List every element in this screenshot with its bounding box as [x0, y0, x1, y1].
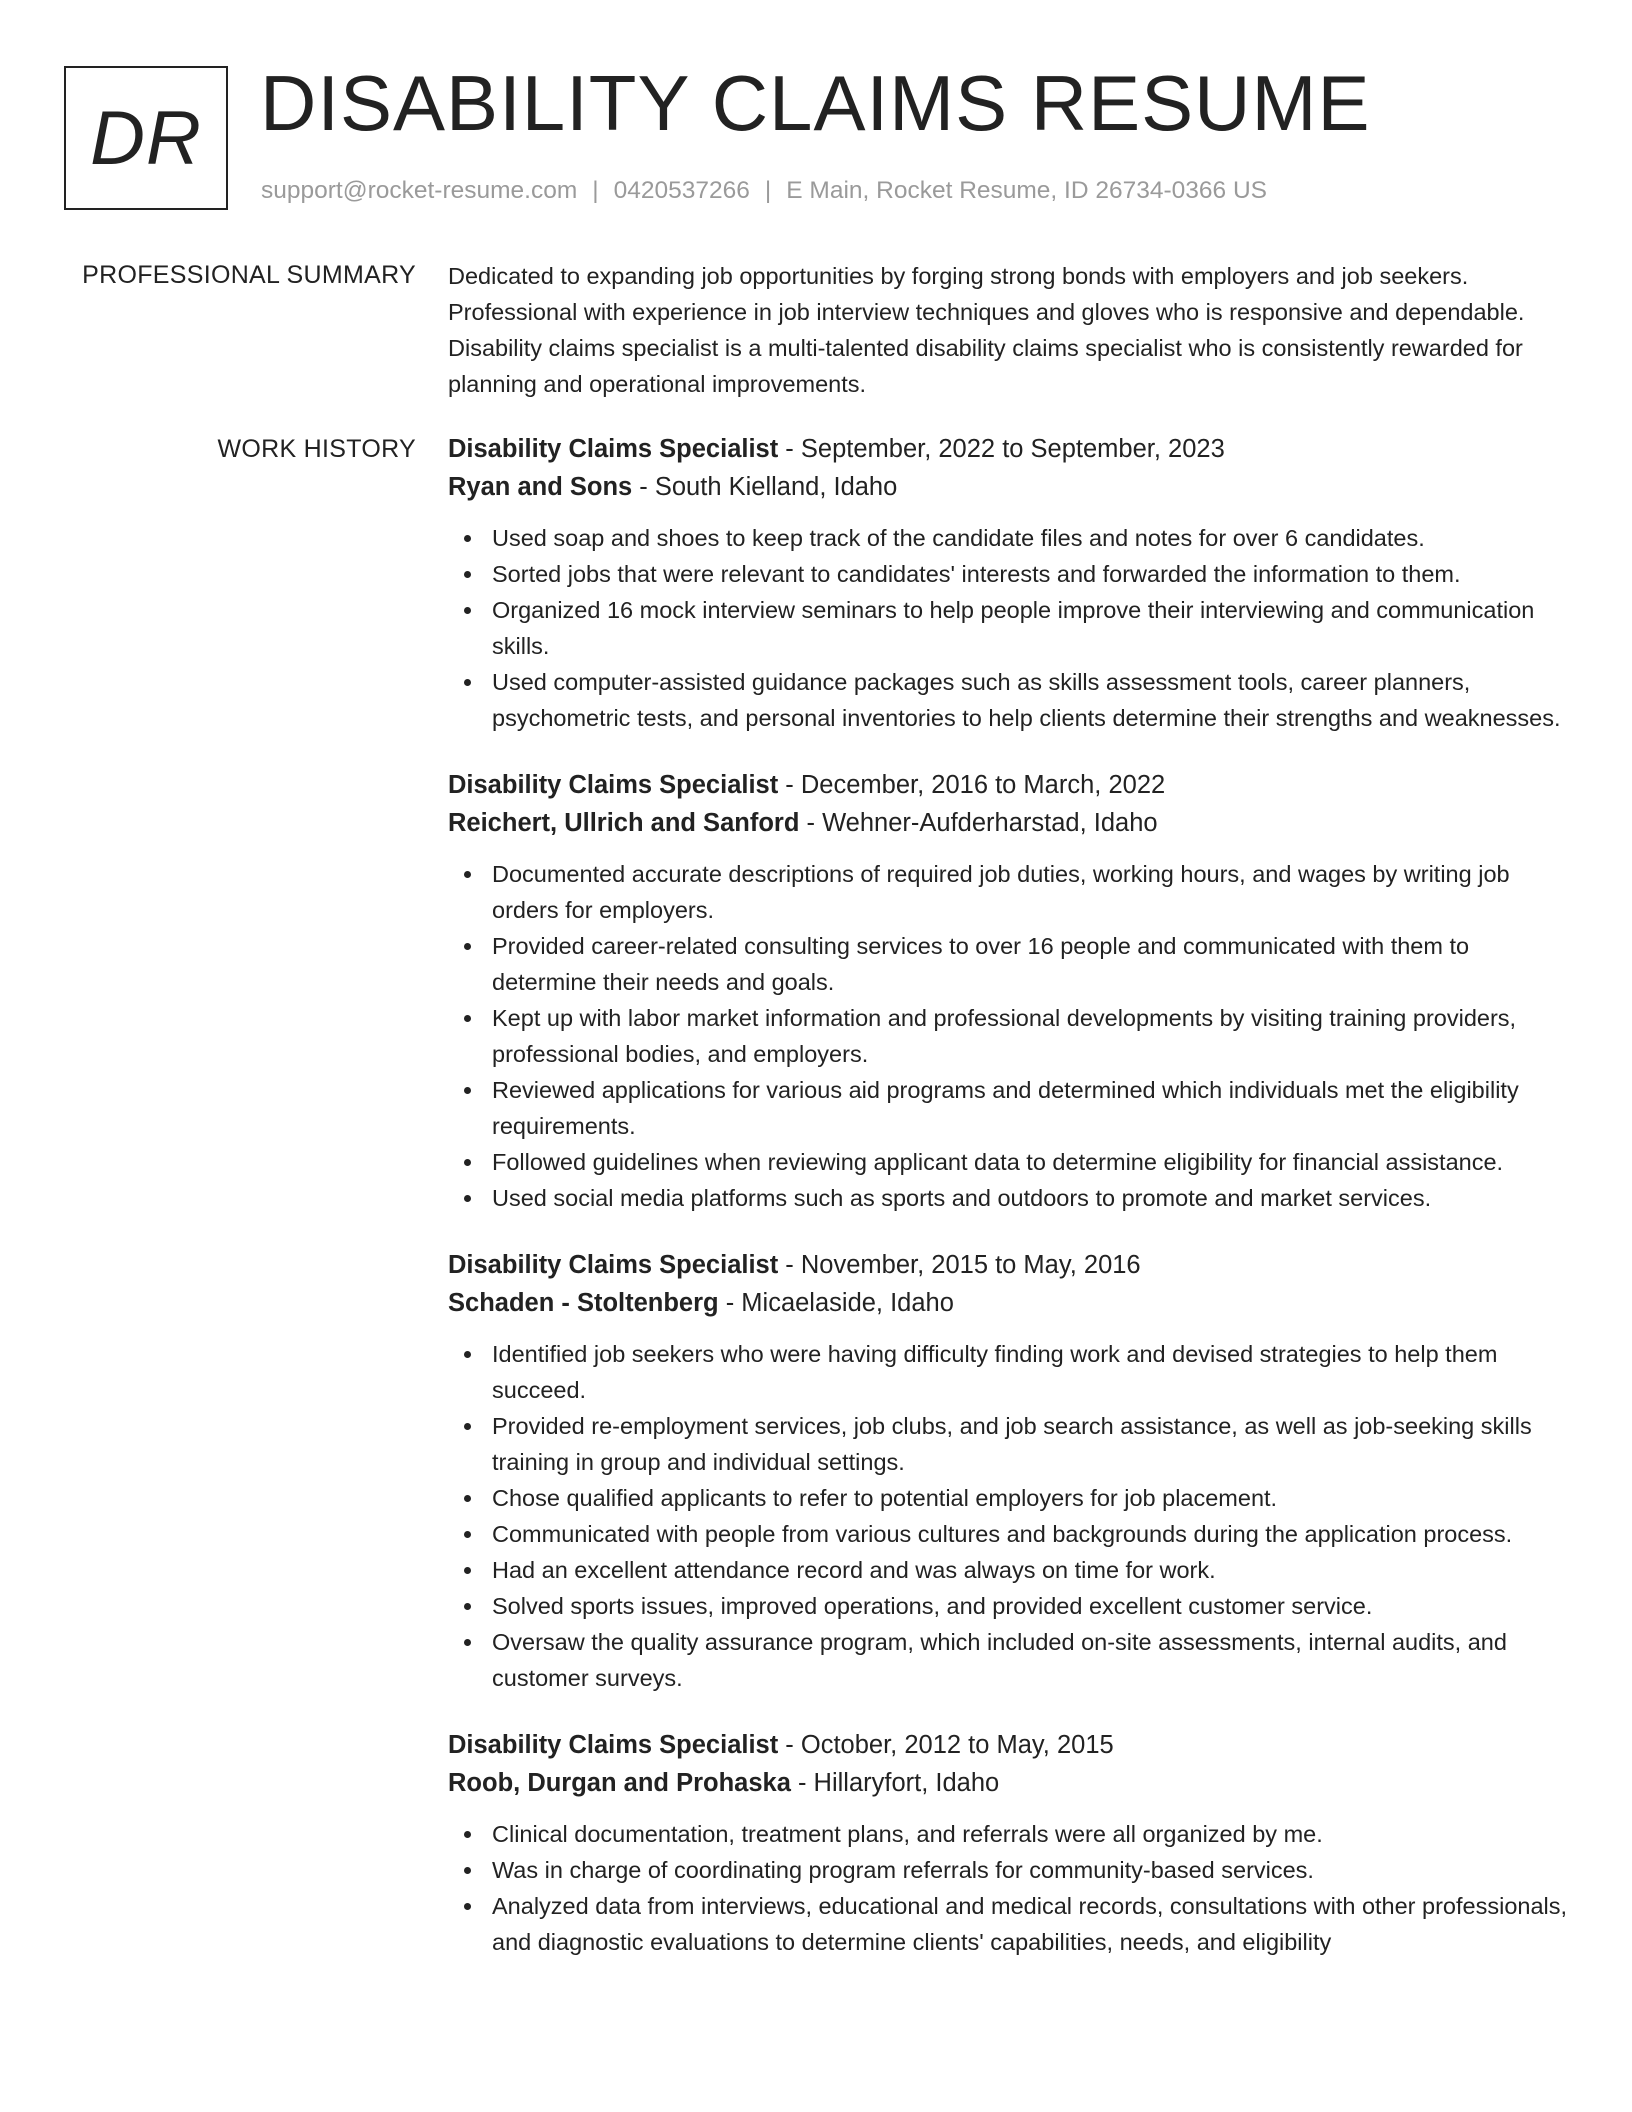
job-bullet-item: Provided re-employment services, job clubs, and job search assistance, as well as job-seeking skills training in group and individual settings. [448, 1408, 1578, 1480]
job-bullet-item: Was in charge of coordinating program referrals for community-based services. [448, 1852, 1578, 1888]
jobs-list [448, 430, 1578, 1990]
job-company-line [448, 468, 1578, 506]
job-bullet-item: Followed guidelines when reviewing applicant data to determine eligibility for financial assistance. [448, 1144, 1578, 1180]
job-dates: - September, 2022 to September, 2023 [778, 435, 1225, 463]
contact-separator: | [764, 177, 772, 204]
job-bullet-list [448, 1816, 1578, 1960]
job-bullet-item: Used social media platforms such as sports and outdoors to promote and market services. [448, 1180, 1578, 1216]
job-title-line [448, 430, 1578, 468]
job-location: - South Kielland, Idaho [632, 473, 898, 501]
section-label-work-history: WORK HISTORY [217, 435, 416, 463]
job-company: Roob, Durgan and Prohaska [448, 1769, 791, 1797]
contact-line [261, 174, 1267, 208]
job-company-line [448, 804, 1578, 842]
job-dates: - October, 2012 to May, 2015 [778, 1731, 1114, 1759]
job-company-line [448, 1764, 1578, 1802]
job-title: Disability Claims Specialist [448, 1251, 779, 1279]
job-dates: - December, 2016 to March, 2022 [778, 771, 1166, 799]
job-bullet-item: Analyzed data from interviews, educational and medical records, consultations with other professionals, and diagnostic evaluations to determine clients' capabilities, needs, and eligibility [448, 1888, 1578, 1960]
job-bullet-item: Had an excellent attendance record and was always on time for work. [448, 1552, 1578, 1588]
job-location: - Hillaryfort, Idaho [790, 1769, 1000, 1797]
job-entry [448, 430, 1578, 736]
contact-phone: 0420537266 [613, 177, 750, 204]
job-title-line [448, 1726, 1578, 1764]
monogram-box [64, 66, 228, 210]
monogram-initials: DR [90, 95, 202, 181]
job-bullet-item: Solved sports issues, improved operations, and provided excellent customer service. [448, 1588, 1578, 1624]
contact-separator: | [592, 177, 599, 204]
resume-title: DISABILITY CLAIMS RESUME [260, 59, 1371, 147]
job-company: Reichert, Ullrich and Sanford [448, 809, 800, 837]
job-title: Disability Claims Specialist [448, 771, 779, 799]
job-bullet-item: Clinical documentation, treatment plans, and referrals were all organized by me. [448, 1816, 1578, 1852]
section-label-summary: PROFESSIONAL SUMMARY [82, 261, 416, 289]
job-bullet-item: Used computer-assisted guidance packages such as skills assessment tools, career planners, psychometric tests, and personal inventories to help clients determine their strengths and weaknesses. [448, 664, 1578, 736]
job-company: Ryan and Sons [448, 473, 633, 501]
job-bullet-item: Reviewed applications for various aid programs and determined which individuals met the eligibility requirements. [448, 1072, 1578, 1144]
job-bullet-list [448, 1336, 1578, 1696]
job-company: Schaden - Stoltenberg [448, 1289, 719, 1317]
job-bullet-item: Sorted jobs that were relevant to candidates' interests and forwarded the information to them. [448, 556, 1578, 592]
job-bullet-list [448, 520, 1578, 736]
job-bullet-item: Identified job seekers who were having difficulty finding work and devised strategies to help them succeed. [448, 1336, 1578, 1408]
job-title: Disability Claims Specialist [448, 435, 779, 463]
contact-address: E Main, Rocket Resume, ID 26734-0366 US [786, 177, 1267, 204]
job-entry [448, 1246, 1578, 1696]
job-location: - Micaelaside, Idaho [718, 1289, 954, 1317]
job-bullet-list [448, 856, 1578, 1216]
job-bullet-item: Communicated with people from various cultures and backgrounds during the application process. [448, 1516, 1578, 1552]
job-bullet-item: Oversaw the quality assurance program, which included on-site assessments, internal audits, and customer surveys. [448, 1624, 1578, 1696]
job-title: Disability Claims Specialist [448, 1731, 779, 1759]
job-location: - Wehner-Aufderharstad, Idaho [799, 809, 1158, 837]
job-entry [448, 766, 1578, 1216]
job-bullet-item: Kept up with labor market information and professional developments by visiting training providers, professional bodies, and employers. [448, 1000, 1578, 1072]
contact-email: support@rocket-resume.com [261, 177, 578, 204]
job-dates: - November, 2015 to May, 2016 [778, 1251, 1141, 1279]
job-company-line [448, 1284, 1578, 1322]
job-bullet-item: Documented accurate descriptions of required job duties, working hours, and wages by writing job orders for employers. [448, 856, 1578, 928]
job-title-line [448, 766, 1578, 804]
job-bullet-item: Used soap and shoes to keep track of the candidate files and notes for over 6 candidates. [448, 520, 1578, 556]
job-title-line [448, 1246, 1578, 1284]
job-bullet-item: Provided career-related consulting services to over 16 people and communicated with them to determine their needs and goals. [448, 928, 1578, 1000]
job-entry [448, 1726, 1578, 1960]
job-bullet-item: Chose qualified applicants to refer to potential employers for job placement. [448, 1480, 1578, 1516]
job-bullet-item: Organized 16 mock interview seminars to help people improve their interviewing and communication skills. [448, 592, 1578, 664]
summary-text: Dedicated to expanding job opportunities by forging strong bonds with employers and job seekers. Professional with experience in job interview techniques and gloves who is responsive and dependable. Disability claims specialist is a multi-talented disability claims specialist who is consistently rewarded for planning and operational improvements. [448, 263, 1525, 397]
